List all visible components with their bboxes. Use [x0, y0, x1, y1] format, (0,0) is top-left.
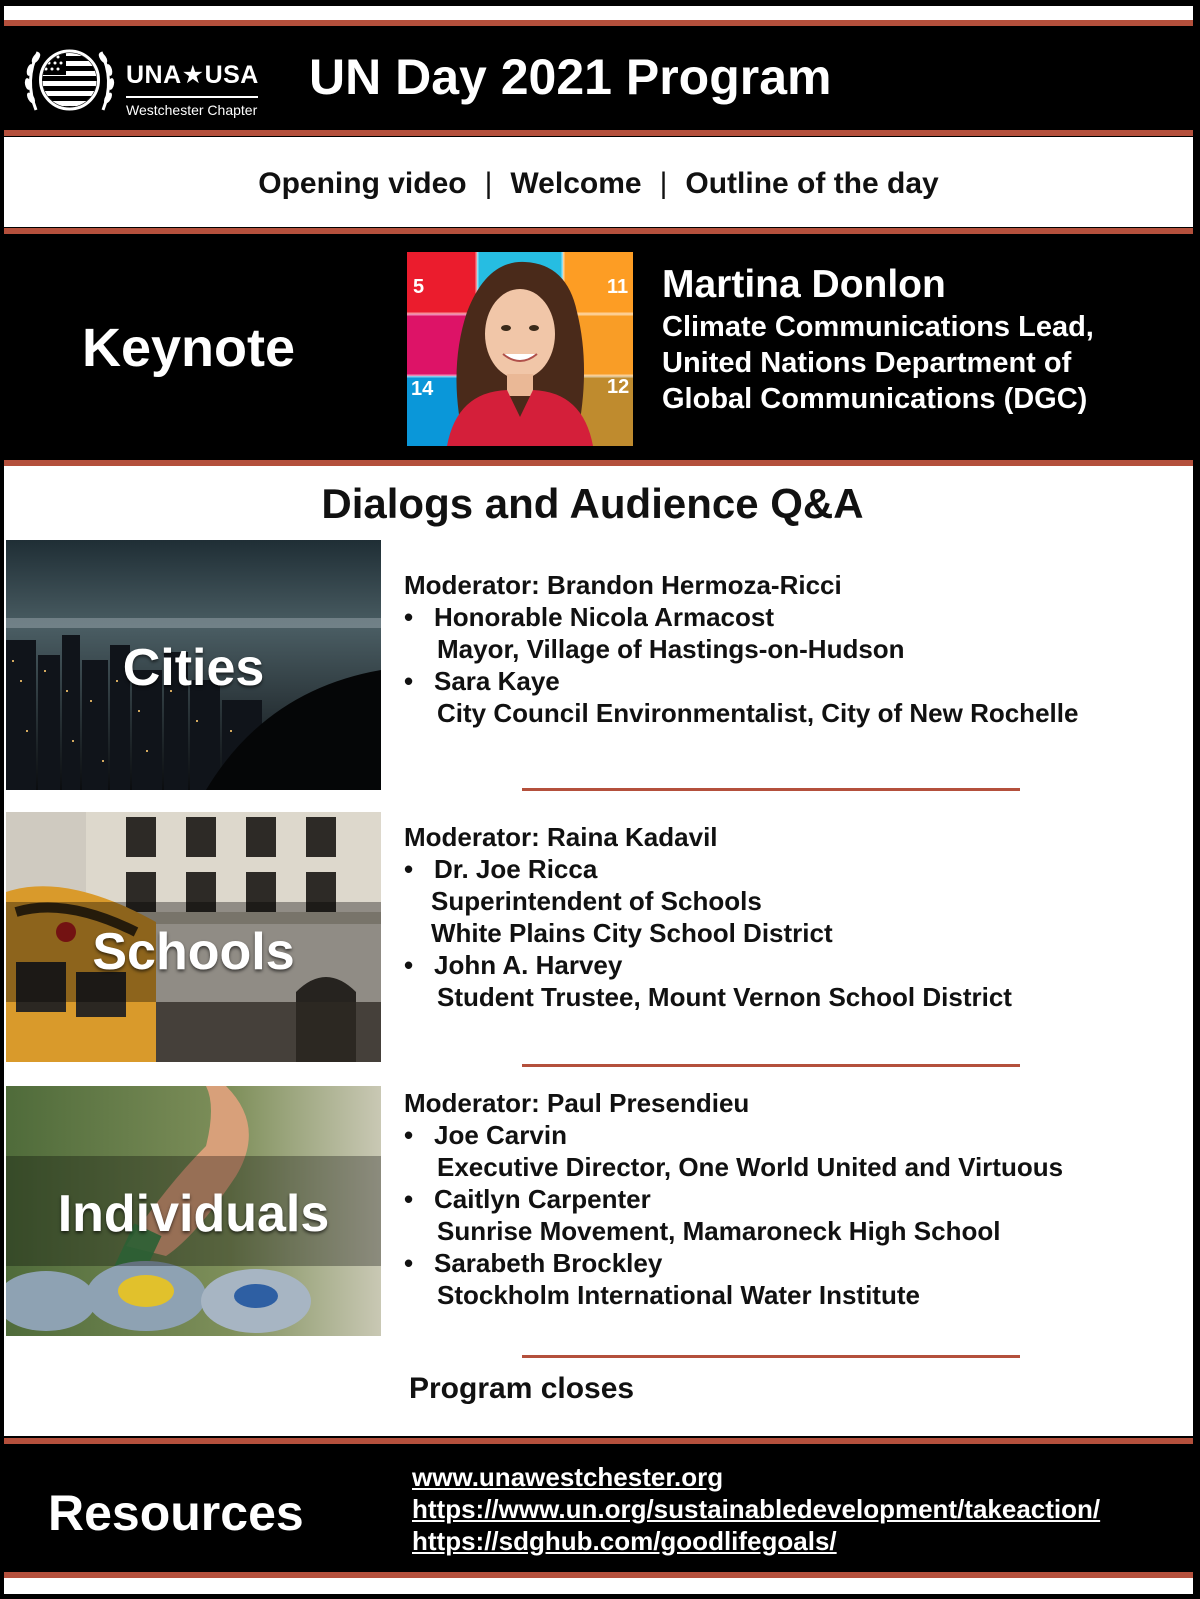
list-item: • Dr. Joe Ricca: [404, 854, 598, 884]
speaker-title-line: Climate Communications Lead,: [662, 311, 1094, 343]
list-item: • Honorable Nicola Armacost: [404, 602, 775, 632]
list-item-detail: City Council Environmentalist, City of New Rochelle: [437, 698, 1079, 728]
logo-subtitle: Westchester Chapter: [126, 102, 258, 118]
cities-image: [6, 540, 381, 790]
bullet-icon: •: [404, 602, 414, 632]
section-label-individuals: Individuals: [57, 1185, 330, 1243]
list-item: • Sara Kaye: [404, 666, 560, 696]
section-label-schools: Schools: [92, 923, 295, 981]
accent-rule: [4, 228, 1193, 234]
list-item: • Sarabeth Brockley: [404, 1248, 663, 1278]
opening-item: Opening video: [258, 167, 467, 200]
opening-section: [4, 137, 1193, 227]
separator: |: [484, 167, 493, 200]
bullet-icon: •: [404, 950, 414, 980]
resources-section: [4, 1446, 1193, 1572]
accent-rule: [4, 1438, 1193, 1444]
moderator: Moderator: Paul Presendieu: [404, 1088, 750, 1118]
bullet-icon: •: [404, 854, 414, 884]
speaker-title-line: United Nations Department of: [662, 347, 1072, 379]
list-item: • Joe Carvin: [404, 1120, 567, 1150]
list-item-detail: Student Trustee, Mount Vernon School District: [437, 982, 1012, 1012]
list-item-detail: Sunrise Movement, Mamaroneck High School: [437, 1216, 1001, 1246]
dialogs-title: Dialogs and Audience Q&A: [321, 480, 864, 527]
una-usa-logo: [22, 40, 117, 122]
bullet-icon: •: [404, 1120, 414, 1150]
speaker-name: Martina Donlon: [662, 263, 946, 306]
separator: |: [659, 167, 668, 200]
section-label-cities: Cities: [122, 639, 265, 697]
list-item: • John A. Harvey: [404, 950, 623, 980]
bullet-icon: •: [404, 1248, 414, 1278]
list-item-detail: White Plains City School District: [431, 918, 833, 948]
cities-info: [404, 570, 1184, 740]
opening-items: [4, 167, 1193, 201]
schools-info: [404, 822, 1184, 1012]
list-item: • Caitlyn Carpenter: [404, 1184, 651, 1214]
schools-image: [6, 812, 381, 1062]
section-divider: [522, 1355, 1020, 1358]
top-strip: [4, 6, 1193, 20]
program-closes: Program closes: [409, 1372, 635, 1405]
sdg-tile-number: 12: [607, 376, 630, 398]
resources-label: Resources: [48, 1485, 304, 1541]
moderator: Moderator: Raina Kadavil: [404, 822, 718, 852]
resource-link[interactable]: https://www.un.org/sustainabledevelopment/takeaction/: [412, 1494, 1101, 1524]
bullet-icon: •: [404, 666, 414, 696]
resource-link[interactable]: https://sdghub.com/goodlifegoals/: [412, 1526, 837, 1556]
logo-divider: [126, 96, 258, 98]
page-title: UN Day 2021 Program: [309, 49, 832, 105]
bullet-icon: •: [404, 1184, 414, 1214]
opening-item: Outline of the day: [685, 167, 939, 200]
sdg-tile-number: 14: [411, 378, 434, 400]
resource-link[interactable]: www.unawestchester.org: [412, 1462, 724, 1492]
keynote-label: Keynote: [82, 318, 296, 378]
list-item-detail: Superintendent of Schools: [431, 886, 762, 916]
accent-rule: [4, 20, 1193, 26]
list-item-detail: Mayor, Village of Hastings-on-Hudson: [437, 634, 905, 664]
dialogs-section: [4, 466, 1193, 1436]
speaker-photo: [407, 252, 633, 446]
section-divider: [522, 788, 1020, 791]
logo-text: UNA★USA: [126, 61, 259, 89]
sdg-tile-number: 11: [607, 276, 629, 298]
keynote-section: [4, 235, 1193, 460]
opening-item: Welcome: [510, 167, 642, 200]
header: [4, 30, 1193, 130]
speaker-title-line: Global Communications (DGC): [662, 383, 1088, 415]
list-item-detail: Executive Director, One World United and Virtuous: [437, 1152, 1064, 1182]
moderator: Moderator: Brandon Hermoza-Ricci: [404, 570, 842, 600]
individuals-image: [6, 1086, 381, 1336]
list-item-detail: Stockholm International Water Institute: [437, 1280, 920, 1310]
accent-rule: [4, 130, 1193, 136]
individuals-info: [404, 1088, 1184, 1308]
section-divider: [522, 1064, 1020, 1067]
bottom-strip: [4, 1578, 1193, 1594]
sdg-tile-number: 5: [413, 276, 425, 298]
